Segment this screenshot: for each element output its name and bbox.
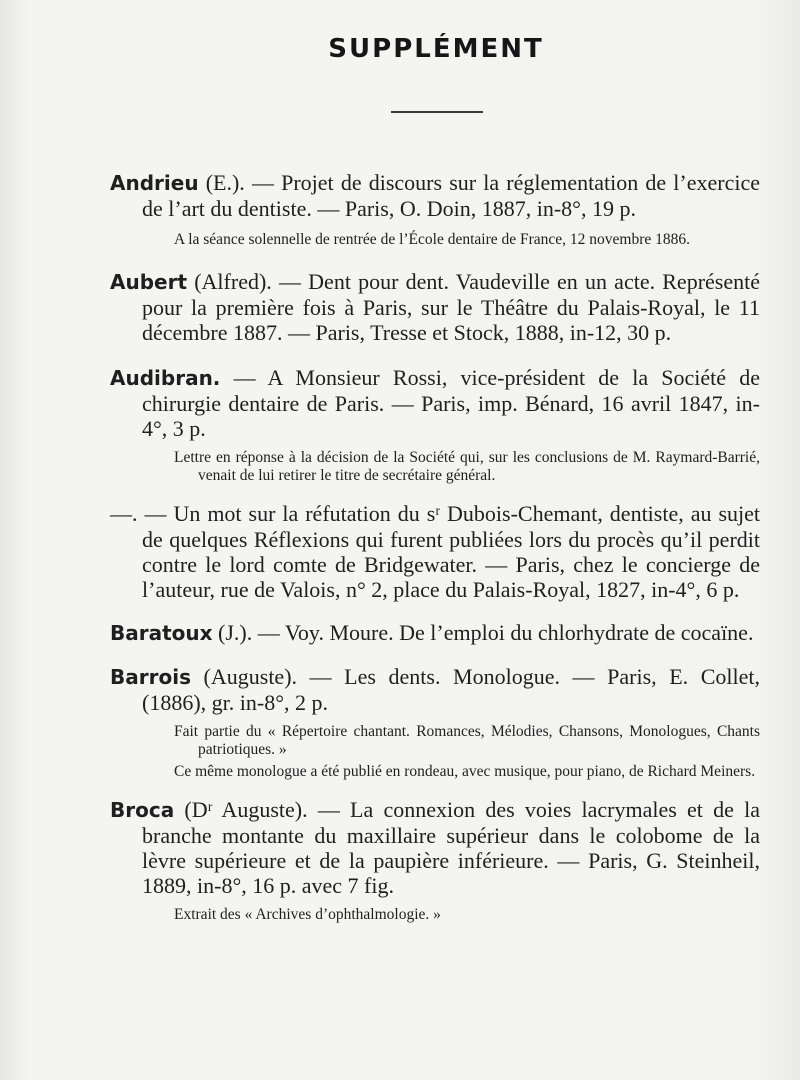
entry-note: Fait partie du « Répertoire chantant. Romances, Mélodies, Chansons, Monologues, Chants patriotiques. » bbox=[174, 723, 760, 758]
entry-text: — A Monsieur Rossi, vice-président de la Société de chirurgie dentaire de Paris. — Paris, imp. Bénard, 16 avril 1847, in-4°, 3 p. bbox=[142, 365, 760, 441]
entry-author-suffix: —. bbox=[110, 501, 138, 526]
entry-author: Audibran. bbox=[110, 366, 221, 390]
entry-audibran-second bbox=[110, 501, 760, 602]
entry-author-suffix: (E.). bbox=[198, 170, 245, 195]
entry-text: — La connexion des voies lacrymales et de la branche montante du maxillaire supérieur dans le colobome de la lèvre supérieure et de la paupière inférieure. — Paris, G. Steinheil, 1889, in-8°, 16 p. avec 7 fig. bbox=[142, 797, 760, 898]
page-title: SUPPLÉMENT bbox=[328, 34, 544, 64]
entry-text: — Un mot sur la réfutation du sʳ Dubois-Chemant, dentiste, au sujet de quelques Réflexions qui furent publiées lors du procès qu’il perdit contre le lord comte de Bridgewater. — Paris, chez le concierge de l’auteur, rue de Valois, n° 2, place du Palais-Royal, 1827, in-4°, 6 p. bbox=[137, 501, 760, 602]
entry-text: — Les dents. Monologue. — Paris, E. Collet, (1886), gr. in-8°, 2 p. bbox=[142, 664, 760, 715]
entry-baratoux bbox=[110, 620, 760, 646]
entry-aubert bbox=[110, 269, 760, 345]
entry-note: A la séance solennelle de rentrée de l’École dentaire de France, 12 novembre 1886. bbox=[174, 231, 691, 248]
entry-broca bbox=[110, 797, 760, 898]
entry-author-suffix: (Alfred). bbox=[187, 269, 272, 294]
entry-note: Extrait des « Archives d’ophthalmologie. » bbox=[174, 906, 441, 923]
bibliography-list bbox=[110, 170, 760, 924]
entry-note: Lettre en réponse à la décision de la Société qui, sur les conclusions de M. Raymard-Barrié, venait de lui retirer le titre de secrétaire général. bbox=[174, 449, 760, 484]
entry-author: Baratoux bbox=[110, 621, 213, 645]
entry-author: Andrieu bbox=[110, 171, 199, 195]
title-rule bbox=[391, 111, 483, 113]
entry-note: Ce même monologue a été publié en rondeau, avec musique, pour piano, de Richard Meiners. bbox=[174, 763, 756, 780]
entry-andrieu bbox=[110, 170, 760, 221]
entry-text: — Voy. Moure. De l’emploi du chlorhydrate de cocaïne. bbox=[252, 620, 754, 645]
entry-author-suffix: (J.). bbox=[212, 620, 253, 645]
entry-author: Aubert bbox=[110, 270, 188, 294]
entry-author-suffix: (Dʳ Auguste). bbox=[174, 797, 308, 822]
entry-barrois bbox=[110, 664, 760, 715]
entry-audibran bbox=[110, 365, 760, 441]
entry-author: Broca bbox=[110, 798, 175, 822]
entry-author: Barrois bbox=[110, 665, 191, 689]
entry-text: — Dent pour dent. Vaudeville en un acte. Représenté pour la première fois à Paris, sur le Théâtre du Palais-Royal, le 11 décembre 1887. — Paris, Tresse et Stock, 1888, in-12, 30 p. bbox=[142, 269, 760, 345]
entry-text: — Projet de discours sur la réglementation de l’exercice de l’art du dentiste. — Paris, O. Doin, 1887, in-8°, 19 p. bbox=[142, 170, 760, 221]
entry-author-suffix: (Auguste). bbox=[190, 664, 298, 689]
